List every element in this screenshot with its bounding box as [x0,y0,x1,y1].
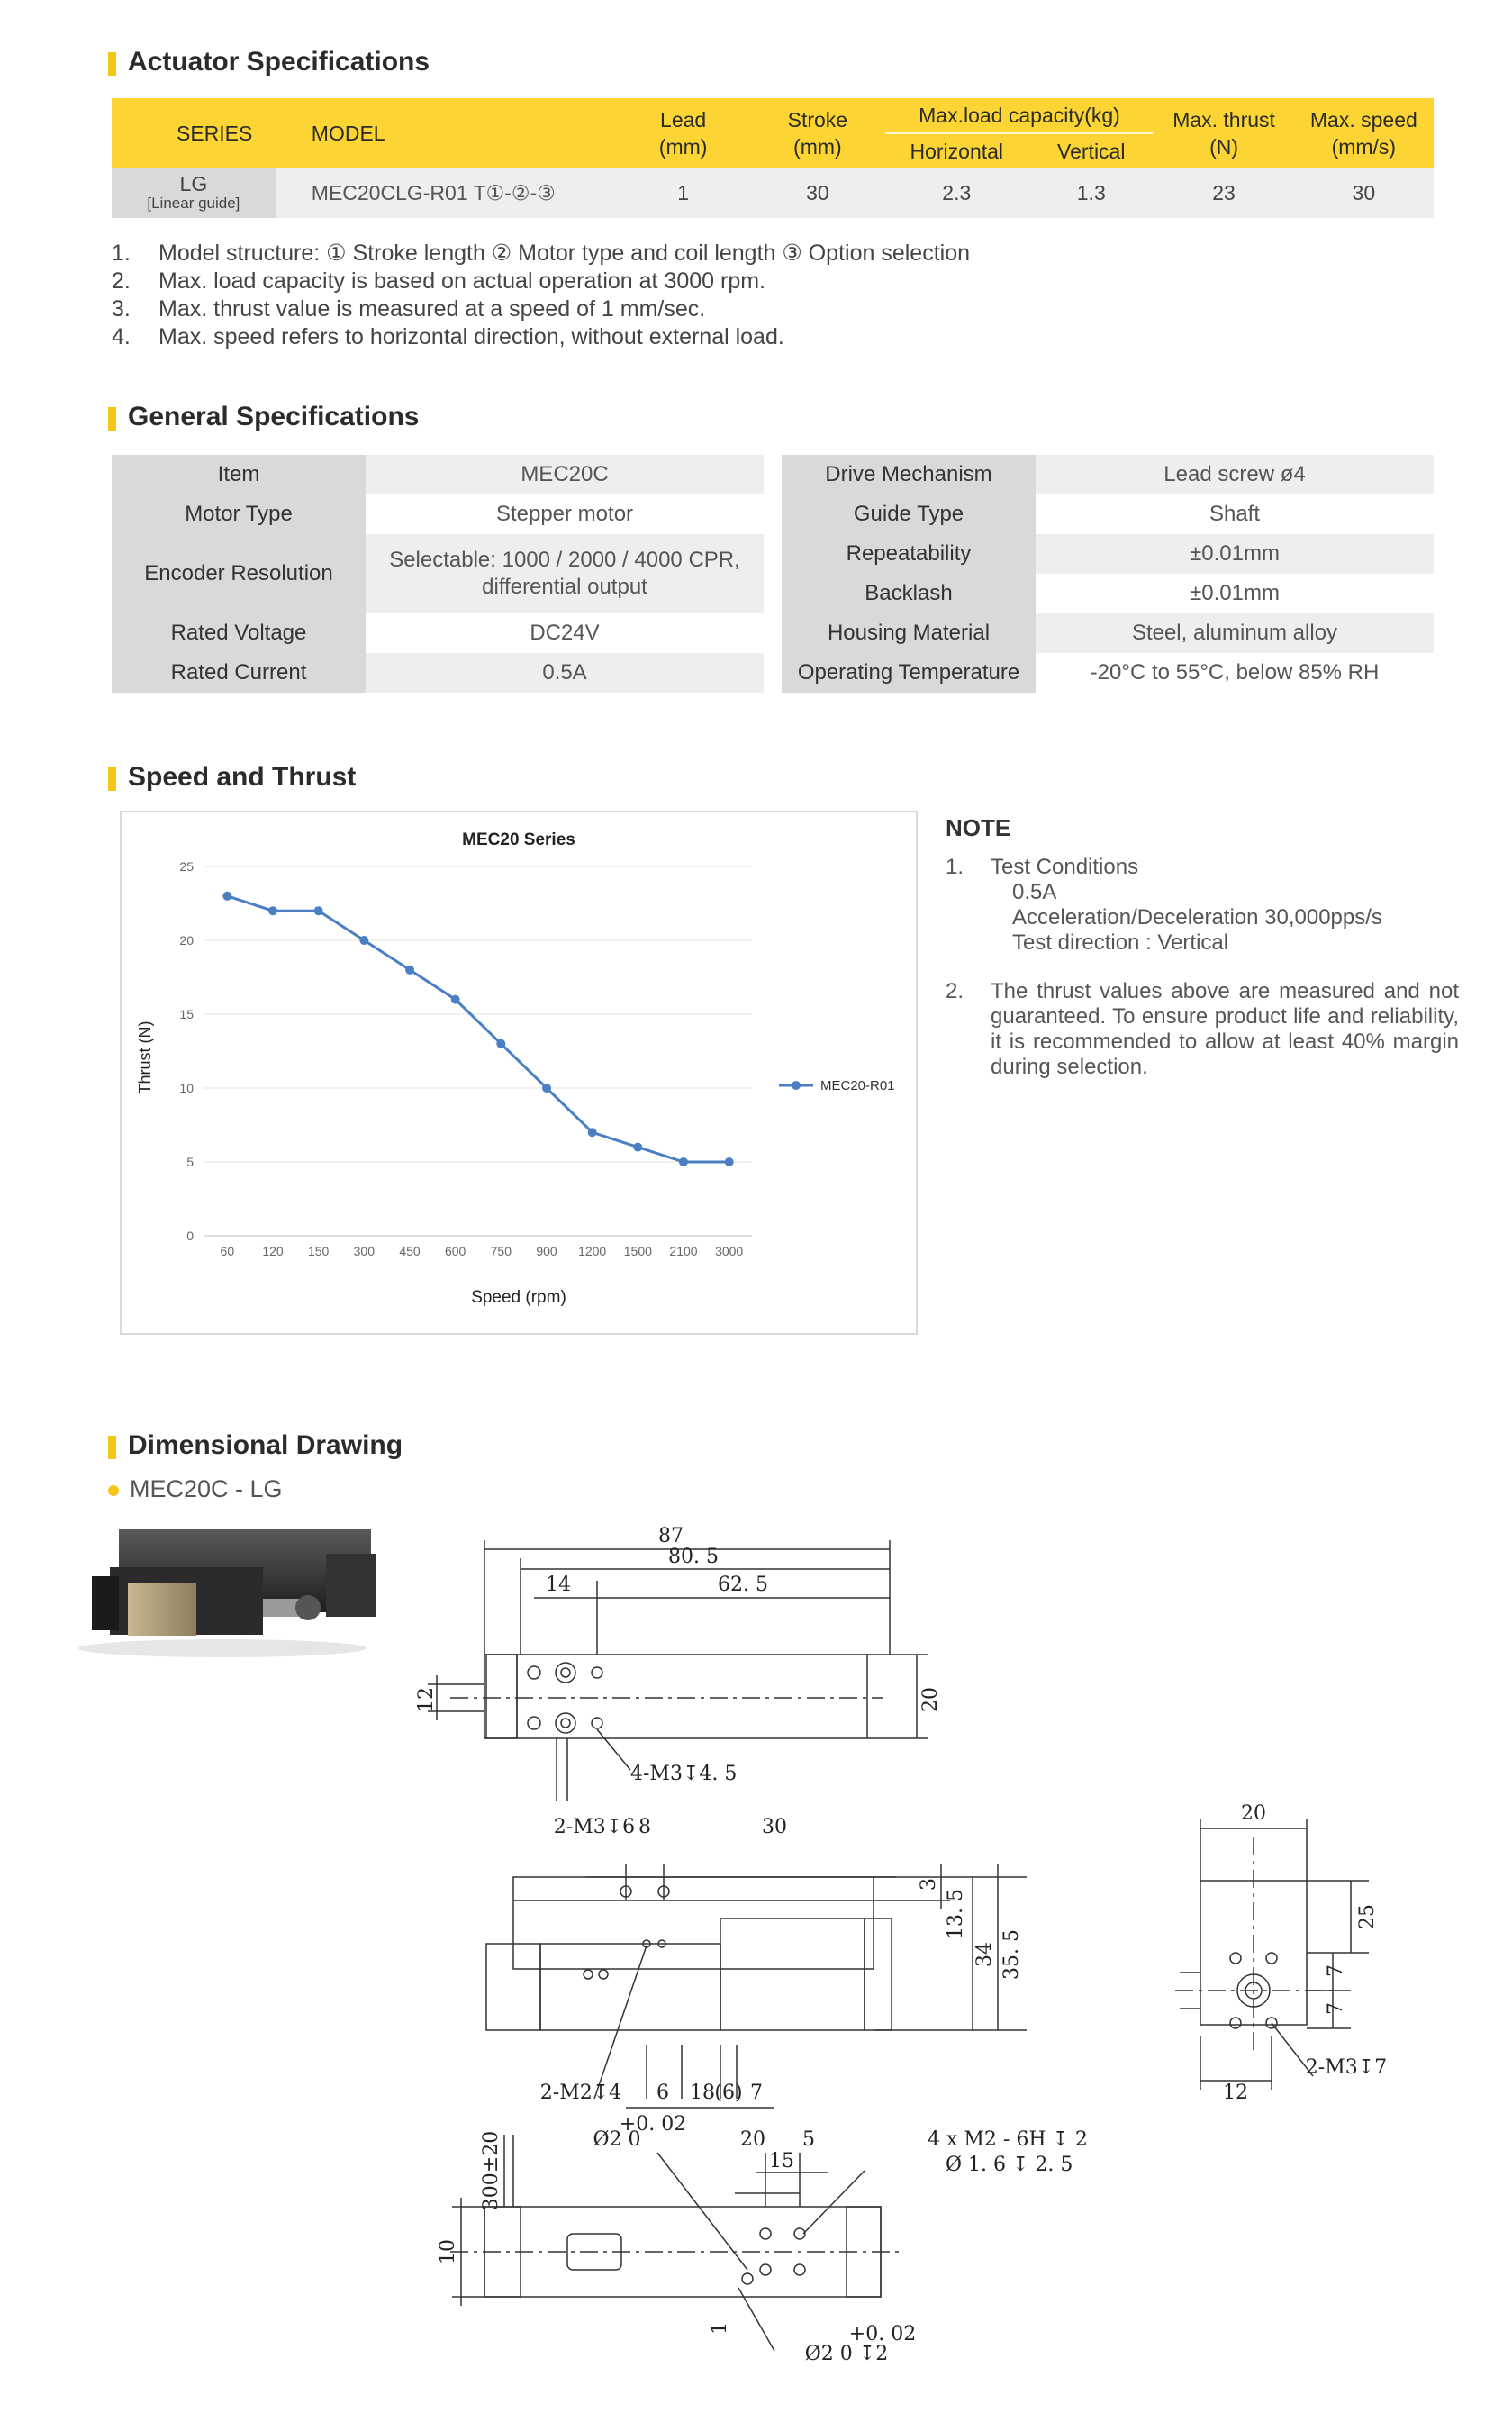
spec-value: Selectable: 1000 / 2000 / 4000 CPR, differential output [366,534,764,613]
dim-label: 8 [638,1816,651,1838]
data-point [359,936,368,945]
y-tick-label: 25 [179,859,194,874]
x-tick-label: 1200 [578,1244,607,1258]
spec-value: DC24V [530,621,600,645]
chart-y-label: Thrust (N) [136,1021,154,1094]
y-tick-label: 20 [179,933,194,948]
dim-label: 30 [762,1816,787,1838]
dim-label: 4-M3↧4. 5 [630,1763,738,1785]
dim-label: 35. 5 [1000,1929,1023,1980]
spec-key: Rated Voltage [112,613,366,653]
list-item: 2. Max. load capacity is based on actual operation at 3000 rpm. [112,268,766,294]
dimensional-drawing [396,1522,1477,2378]
spec-key: Operating Temperature [782,653,1036,693]
spec-key: Encoder Resolution [112,534,366,613]
dim-label: 13. 5 [945,1889,967,1939]
dim-label: 3 [918,1878,940,1891]
data-point [268,906,277,915]
cell-thrust: 23 [1154,168,1293,218]
table-row [112,494,764,534]
x-tick-label: 3000 [715,1244,744,1258]
dim-label: Ø2 0 [593,2128,641,2151]
data-point [542,1084,551,1093]
table-row [112,168,1434,218]
header-row-1 [112,98,1434,133]
dim-label: +0. 02 [848,2323,917,2345]
spec-value: ±0.01mm [1036,534,1434,574]
list-item: 1. Test Conditions 0.5A Acceleration/Deceleration 30,000pps/s Test direction : Vertical [946,855,1382,955]
dim-label: 87 [658,1525,684,1547]
dim-label: 10 [437,2239,459,2264]
dim-label: +0. 02 [619,2113,687,2136]
cell-model: MEC20CLG-R01 T①-②-③ [276,168,616,218]
chart-y-ticks [179,859,194,1243]
data-point [222,892,231,901]
dim-label: 4 x M2 - 6H ↧ 2 [928,2128,1088,2151]
header-lead: Lead (mm) [616,98,750,168]
data-point [451,995,460,1004]
general-spec-table-left [112,455,764,693]
list-item: 1. Model structure: ① Stroke length ② Motor type and coil length ③ Option selection [112,240,971,266]
chart-legend [779,1078,895,1093]
table-row [782,613,1434,653]
spec-key: Repeatability [782,534,1036,574]
table-row [782,574,1434,613]
spec-value: Lead screw ø4 [1036,455,1434,494]
product-photo [56,1513,389,1666]
dim-label: 5 [802,2128,815,2151]
chart-x-label: Speed (rpm) [471,1288,566,1307]
cell-vertical: 1.3 [1028,168,1154,218]
speed-thrust-section-title: Speed and Thrust [108,762,356,793]
chart-title: MEC20 Series [462,830,575,849]
dim-label: 20 [919,1687,942,1712]
table-row [112,653,764,693]
table-row [782,534,1434,574]
dim-label: 12 [415,1687,438,1712]
header-horizontal: Horizontal [885,133,1029,168]
series-line [227,896,729,1162]
data-point [496,1039,505,1048]
dim-label: 2-M2↧4 [539,2082,622,2104]
x-tick-label: 900 [536,1244,557,1258]
spec-key: Item [112,455,366,494]
header-maxload: Max.load capacity(kg) [885,98,1154,133]
x-tick-label: 120 [262,1244,284,1258]
cell-speed: 30 [1294,168,1434,218]
actuator-section-title: Actuator Specifications [108,47,430,77]
spec-value: Shaft [1209,502,1261,526]
dim-label: 80. 5 [668,1546,719,1568]
x-tick-label: 600 [444,1244,466,1258]
legend-marker [792,1081,801,1090]
header-series: SERIES [112,98,276,168]
data-point [633,1143,642,1152]
chart-svg [122,812,916,1333]
spec-key: Guide Type [782,494,1036,534]
spec-value: Steel, aluminum alloy [1036,613,1434,653]
x-tick-label: 60 [220,1244,235,1258]
y-tick-label: 10 [179,1081,194,1095]
dim-label: Ø2 0 ↧2 [804,2343,889,2365]
data-point [725,1157,734,1166]
header-stroke: Stroke (mm) [750,98,884,168]
table-row [782,653,1434,693]
speed-thrust-chart [120,811,918,1335]
note-heading: NOTE [946,814,1011,841]
legend-label: MEC20-R01 [820,1078,895,1093]
spec-key: Housing Material [782,613,1036,653]
table-row [112,534,764,613]
spec-value: ±0.01mm [1190,581,1280,605]
list-item: 4. Max. speed refers to horizontal direction, without external load. [112,324,784,349]
spec-key: Backlash [782,574,1036,613]
chart-x-ticks [221,1244,744,1258]
x-tick-label: 1500 [623,1244,652,1258]
spec-key: Motor Type [112,494,366,534]
dim-label: 25 [1356,1904,1379,1929]
dim-label: 20 [1241,1802,1266,1825]
actuator-spec-table [112,98,1434,218]
list-item: 2. The thrust values above are measured and not guaranteed. To ensure product life and reliability, it is recommended to allow at least 40% margin during selection. [946,979,1459,1079]
actuator-notes [112,240,970,351]
header-thrust: Max. thrust (N) [1154,98,1293,168]
data-point [314,906,323,915]
chart-grid [204,866,752,1236]
x-tick-label: 150 [307,1244,330,1258]
dim-label: 20 [740,2128,765,2151]
y-tick-label: 15 [179,1007,194,1021]
dim-label: 1 [709,2322,731,2335]
general-section-title: General Specifications [108,402,419,432]
y-tick-label: 0 [186,1229,194,1243]
spec-key: Drive Mechanism [782,455,1036,494]
data-point [405,966,414,975]
dim-label: 34 [973,1942,996,1967]
x-tick-label: 750 [490,1244,512,1258]
dim-label: 15 [769,2150,794,2173]
y-tick-label: 5 [186,1155,194,1169]
table-row [112,455,764,494]
dim-label: 6 [656,2082,669,2104]
dim-label: 7 [1325,2002,1347,2015]
list-item: 3. Max. thrust value is measured at a speed of 1 mm/sec. [112,296,706,322]
x-tick-label: 2100 [669,1244,698,1258]
table-row [782,494,1434,534]
header-model: MODEL [276,98,616,168]
x-tick-label: 450 [399,1244,421,1258]
drawing-model-label: MEC20C - LG [108,1475,283,1503]
data-point [679,1157,688,1166]
dim-label: Ø 1. 6 ↧ 2. 5 [946,2154,1073,2176]
speed-thrust-note [946,815,1459,1096]
chart-series [222,892,733,1166]
dim-label: (6) [714,2082,743,2104]
header-vertical: Vertical [1028,133,1154,168]
dim-label: 7 [1325,1964,1347,1977]
dim-label: 2-M3↧7 [1305,2056,1388,2079]
x-tick-label: 300 [353,1244,376,1258]
general-spec-table-right [782,455,1434,693]
dim-label: 7 [750,2082,763,2104]
dim-label: 12 [1223,2082,1248,2104]
dim-label: 62. 5 [718,1574,768,1596]
cell-stroke: 30 [750,168,884,218]
dim-label: 300±20 [480,2130,502,2211]
dim-label: 14 [546,1574,571,1596]
dim-label: 2-M3↧6 [553,1816,636,1838]
table-row [112,613,764,653]
spec-key: Rated Current [112,653,366,693]
spec-value: 0.5A [366,653,764,693]
header-speed: Max. speed (mm/s) [1294,98,1434,168]
spec-value: MEC20C [366,455,764,494]
cell-lead: 1 [616,168,750,218]
spec-value: Stepper motor [495,502,634,526]
spec-value: -20°C to 55°C, below 85% RH [1090,660,1380,685]
data-point [588,1128,597,1137]
dim-label: 18 [690,2082,715,2104]
table-row [782,455,1434,494]
cell-series: LG [Linear guide] [112,168,276,218]
drawing-section-title: Dimensional Drawing [108,1430,403,1461]
cell-horizontal: 2.3 [885,168,1029,218]
